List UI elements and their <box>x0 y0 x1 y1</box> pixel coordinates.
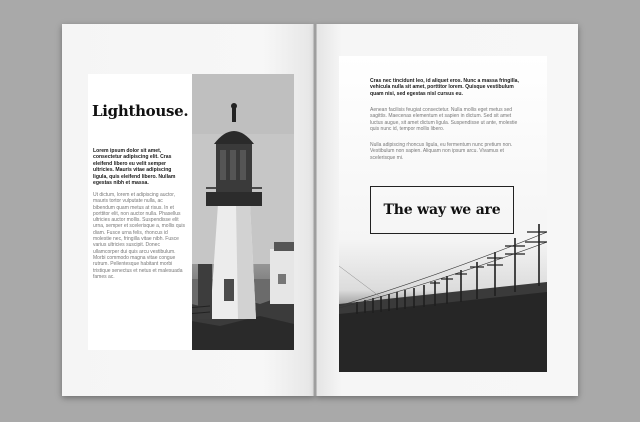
article-title: Lighthouse. <box>92 102 189 120</box>
left-body-paragraph: Ut dictum, lorem et adipiscing auctor, mauris tortor vulputate nulla, ac bibendum quam metus at risus. In et porttitor elit, non auctor nulla. Phasellus ultricies auctor mollis. Suspendisse elit urna, semper et scelerisque a, mollis quis diam. Fusce urna felis, rhoncus id molestie nec, fringilla vitae nibh. Fusce varius ultricies suscipit. Donec ullamcorper dui quis arcu vestibulum. Morbi commodo magna vitae congue rutrum. Pellentesque habitant morbi tristique senectus et netus et malesuada fames ac. <box>93 192 185 280</box>
right-lead-paragraph: Cras nec tincidunt leo, id aliquet eros. Nunc a massa fringilla, vehicula nulla sit amet, porttitor lorem. Quisque vestibulum quam nisi, sed egestas nisl cursus eu. <box>370 78 519 97</box>
pull-quote-box <box>370 186 514 234</box>
right-body-paragraph-2: Nulla adipiscing rhoncus ligula, eu fermentum nunc pretium non. Vestibulum non sapien. Aliquam non ipsum arcu. Vivamus et scelerisque mi. <box>370 142 513 161</box>
right-body-paragraph-1: Aenean facilisis feugiat consectetur. Nulla mollis eget metus sed sagittis. Maecenas elementum et sapien in dictum. Sed sit amet luctus augue, sit amet dictum ligula. Suspendisse ut ante, molestie quis nunc id, tempor mollis libero. <box>370 107 518 132</box>
left-lead-paragraph: Lorem ipsum dolor sit amet, consectetur adipiscing elit. Cras eleifend libero eu velit semper ultricies. Mauris vitae adipiscing ligula, quis eleifend libero. Nullam egestas nibh et massa. <box>93 148 176 187</box>
book-spine <box>313 24 317 396</box>
pull-quote: The way we are <box>383 202 501 218</box>
